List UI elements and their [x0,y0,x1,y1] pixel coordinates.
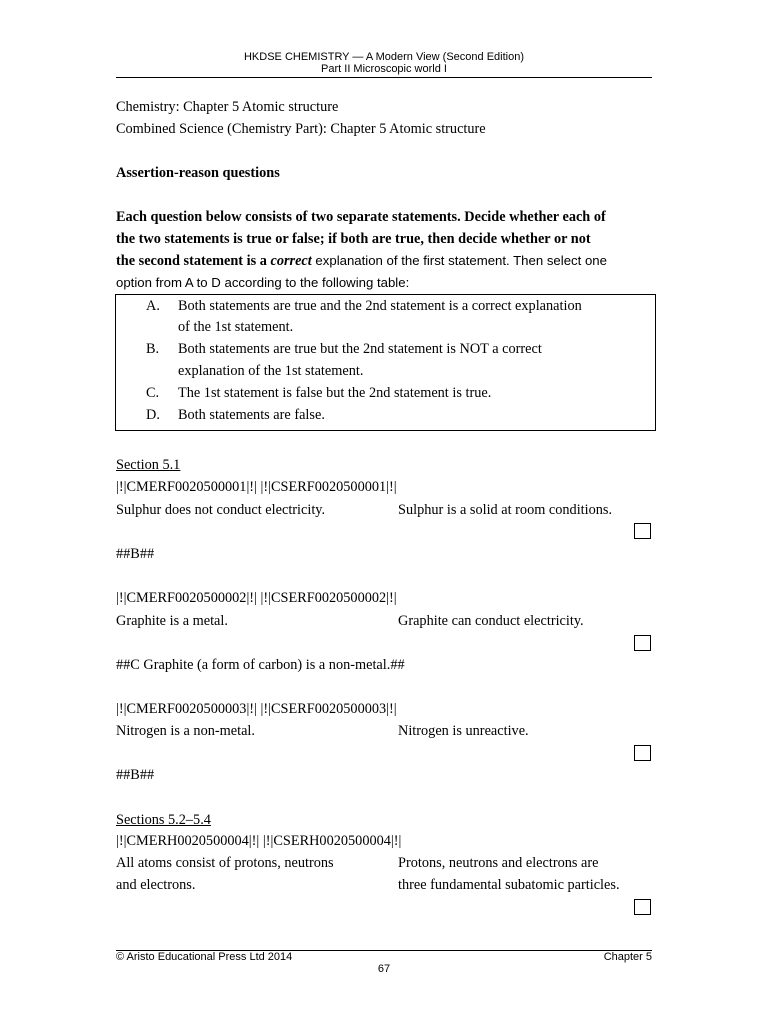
instructions-line-3-rest: explanation of the first statement. Then select one [311,253,607,268]
chapter-line-chemistry: Chemistry: Chapter 5 Atomic structure [116,99,339,115]
question-2-code: |!|CMERF0020500002|!| |!|CSERF0020500002|!| [116,590,397,606]
question-2-statement-2: Graphite can conduct electricity. [398,613,584,629]
instructions-line-1: Each question below consists of two separate statements. Decide whether each of [116,209,606,225]
footer-copyright: © Aristo Educational Press Ltd 2014 [116,951,293,963]
instructions-line-3 [116,250,607,272]
question-4-statement-2-line-1: Protons, neutrons and electrons are [398,855,599,871]
chapter-line-combined-science: Combined Science (Chemistry Part): Chapter 5 Atomic structure [116,121,486,137]
running-header-part: Part II Microscopic world I [321,63,447,75]
instructions-line-2: the two statements is true or false; if both are true, then decide whether or not [116,231,591,247]
option-b-letter: B. [146,341,160,357]
question-3-statement-2: Nitrogen is unreactive. [398,723,529,739]
question-3-code: |!|CMERF0020500003|!| |!|CSERF0020500003|!| [116,701,397,717]
option-b-line-1: Both statements are true but the 2nd statement is NOT a correct [178,341,542,357]
instructions-line-4 [116,272,409,294]
header-rule [116,77,652,78]
question-4-statement-2-line-2: three fundamental subatomic particles. [398,877,620,893]
instructions-line-4-text: option from A to D according to the following table: [116,275,410,290]
question-4-statement-1-line-1: All atoms consist of protons, neutrons [116,855,334,871]
instructions-line-3-italic: correct [270,253,312,269]
question-4-answer-box[interactable] [634,899,651,915]
question-2-answer-box[interactable] [634,635,651,651]
question-2-statement-1: Graphite is a metal. [116,613,228,629]
option-c-line-1: The 1st statement is false but the 2nd statement is true. [178,385,492,401]
running-header-title: HKDSE CHEMISTRY — A Modern View (Second Edition) [243,51,524,63]
question-1-statement-2: Sulphur is a solid at room conditions. [398,502,613,518]
option-a-line-2: of the 1st statement. [178,319,294,335]
question-3-answer: ##B## [116,767,155,783]
option-d-letter: D. [146,407,160,423]
option-c-letter: C. [146,385,160,401]
question-2-answer: ##C Graphite (a form of carbon) is a non-metal.## [116,657,405,673]
footer-chapter: Chapter 5 [603,951,652,963]
question-1-answer-box[interactable] [634,523,651,539]
question-1-statement-1: Sulphur does not conduct electricity. [116,502,326,518]
question-1-answer: ##B## [116,546,155,562]
section-heading-5-2-5-4: Sections 5.2–5.4 [116,812,211,828]
option-a-letter: A. [146,298,160,314]
question-3-statement-1: Nitrogen is a non-metal. [116,723,255,739]
page-number: 67 [377,963,391,975]
question-3-answer-box[interactable] [634,745,651,761]
section-title: Assertion-reason questions [116,165,280,181]
option-a-line-1: Both statements are true and the 2nd statement is a correct explanation [178,298,582,314]
option-d-line-1: Both statements are false. [178,407,325,423]
instructions-line-3-bold: the second statement is a [116,253,271,269]
option-b-line-2: explanation of the 1st statement. [178,363,364,379]
question-1-code: |!|CMERF0020500001|!| |!|CSERF0020500001|!| [116,479,397,495]
question-4-statement-1-line-2: and electrons. [116,877,196,893]
section-heading-5-1: Section 5.1 [116,457,181,473]
question-4-code: |!|CMERH0020500004|!| |!|CSERH0020500004|!| [116,833,402,849]
